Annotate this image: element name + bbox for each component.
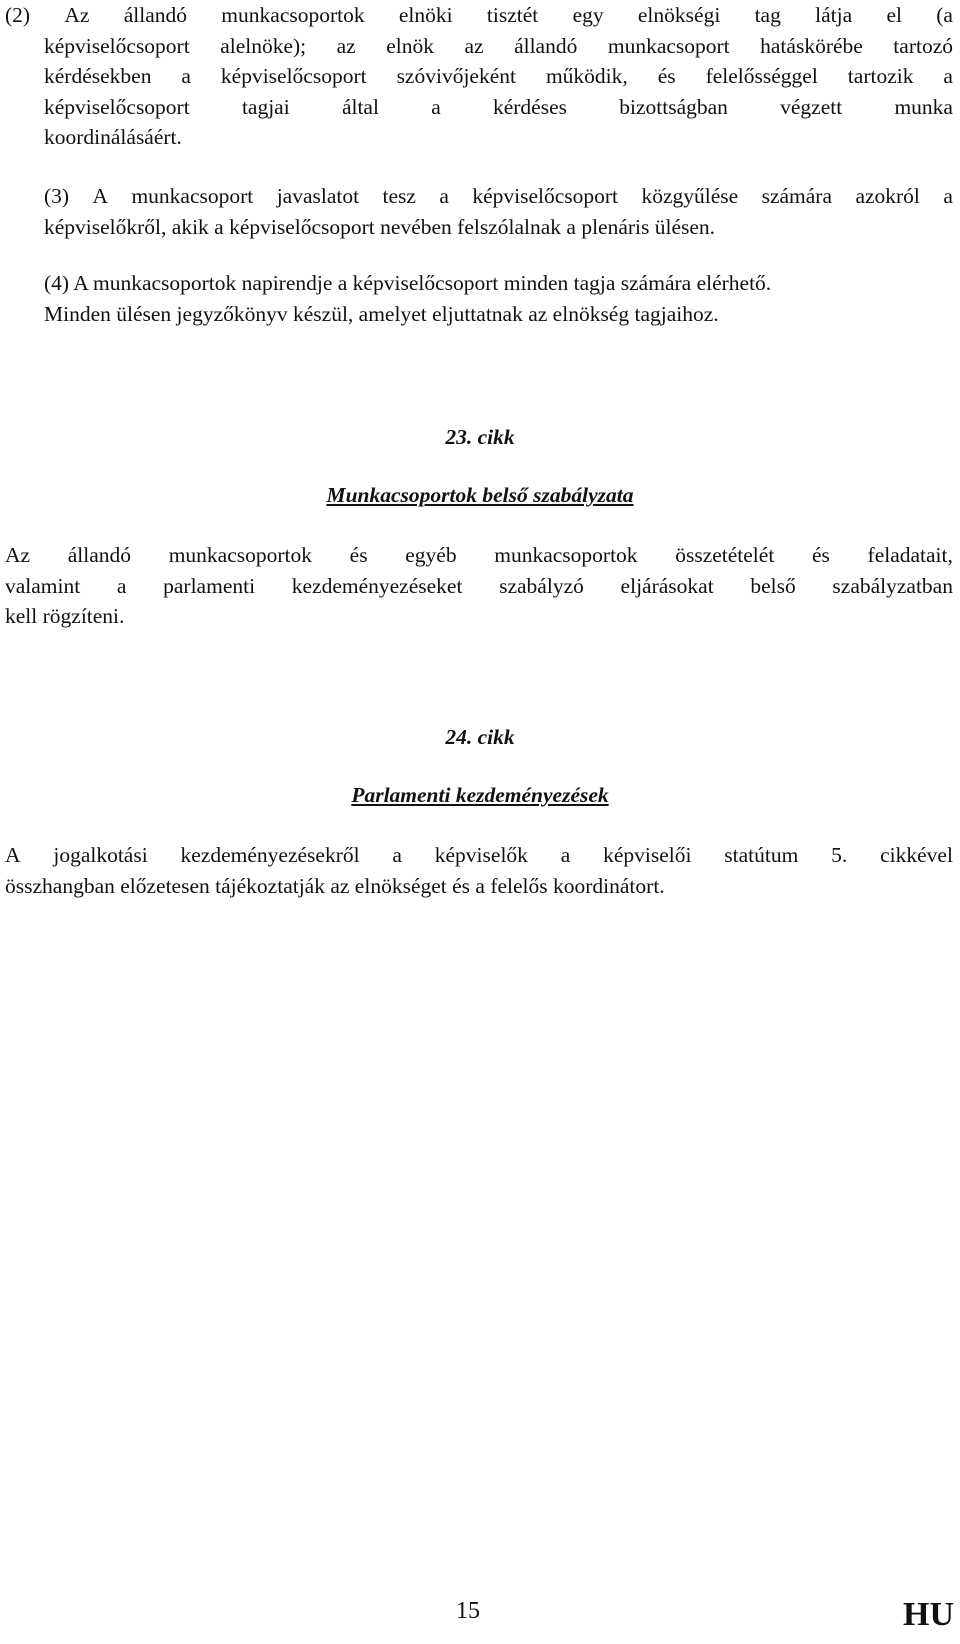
word: parlamenti [163, 573, 256, 598]
word: a [116, 573, 127, 598]
word: cikkével [880, 843, 953, 867]
article-23-title: Munkacsoportok belső szabályzata [326, 483, 634, 507]
article-23-number: 23. cikk [445, 425, 515, 449]
word: egyéb [405, 543, 457, 567]
paragraph-2 [5, 0, 953, 153]
word: (3) [44, 184, 70, 208]
word: 5. [831, 843, 848, 867]
word: egy [572, 3, 604, 27]
word: tagjai [241, 94, 290, 119]
paragraph-line [5, 540, 953, 571]
word: felelősséggel [705, 64, 818, 88]
word: képviselőcsoport [472, 184, 619, 208]
word: hatáskörébe [760, 33, 863, 58]
word: tartozó [893, 33, 953, 58]
word: állandó [123, 3, 188, 27]
word: és [349, 543, 368, 567]
word: szabályzó [499, 573, 584, 598]
word: az [336, 33, 356, 58]
word: szabályzatban [832, 573, 953, 598]
paragraph-line [5, 0, 953, 31]
paragraph-line [5, 61, 953, 92]
word: a [392, 843, 402, 867]
word: elnökségi [637, 3, 721, 27]
word: az [464, 33, 484, 58]
word: el [886, 3, 902, 27]
article-23-body [5, 540, 953, 632]
word: állandó [514, 33, 578, 58]
word: munkacsoport [607, 33, 730, 58]
word: (2) [5, 3, 31, 27]
word: végzett [780, 94, 843, 119]
article-24-title: Parlamenti kezdeményezések [351, 783, 609, 807]
word: képviselők [434, 843, 528, 867]
word: szóvivőjeként [396, 64, 516, 88]
paragraph-line: kell rögzíteni. [5, 604, 125, 628]
word: munkacsoportok [221, 3, 365, 27]
word: a [943, 184, 953, 208]
word: statútum [724, 843, 799, 867]
word: a [431, 94, 441, 119]
word: és [811, 543, 830, 567]
article-24-number: 24. cikk [445, 725, 515, 749]
paragraph-line [5, 840, 953, 871]
word: azokról [855, 184, 920, 208]
word: kérdésekben [44, 64, 152, 88]
page-number: 15 [456, 1598, 480, 1624]
word: és [657, 64, 676, 88]
word: tartozik [847, 64, 914, 88]
word: A [5, 843, 21, 867]
word: állandó [67, 543, 132, 567]
word: feladatait, [867, 543, 953, 567]
paragraph-line: képviselőkről, akik a képviselőcsoport nevében felszólalnak a plenáris ülésen. [44, 214, 716, 239]
paragraph-line: összhangban előzetesen tájékoztatják az elnökséget és a felelős koordinátort. [5, 873, 665, 898]
word: a [943, 64, 953, 88]
word: munkacsoportok [168, 543, 312, 567]
word: Az [64, 3, 90, 27]
word: által [341, 94, 379, 119]
article-24-body [5, 840, 953, 901]
word: munkacsoport [131, 184, 254, 208]
word: jogalkotási [53, 843, 148, 867]
word: összetételét [675, 543, 775, 567]
word: belső [750, 573, 796, 598]
word: A [92, 184, 109, 208]
word: kezdeményezésekről [180, 843, 360, 867]
paragraph-line [44, 181, 953, 212]
paragraph-4 [44, 268, 953, 329]
paragraph-line: koordinálásáért. [44, 125, 182, 149]
word: képviselőcsoport [44, 33, 190, 58]
word: (a [936, 3, 953, 27]
word: működik, [545, 64, 628, 88]
paragraph-3 [44, 181, 953, 242]
word: kezdeményezéseket [291, 573, 463, 598]
word: számára [761, 184, 833, 208]
word: kérdéses [492, 94, 567, 119]
paragraph-line [5, 31, 953, 62]
paragraph-line [5, 571, 953, 602]
word: munka [894, 94, 953, 119]
word: bizottságban [619, 94, 728, 119]
word: tesz [382, 184, 416, 208]
word: látja [815, 3, 853, 27]
paragraph-line [5, 92, 953, 123]
word: munkacsoportok [494, 543, 638, 567]
word: a [181, 64, 191, 88]
word: képviselőcsoport [44, 94, 190, 119]
word: eljárásokat [620, 573, 714, 598]
word: elnöki [398, 3, 453, 27]
word: elnök [386, 33, 434, 58]
language-code: HU [903, 1596, 954, 1633]
word: Az [5, 543, 31, 567]
word: közgyűlése [641, 184, 739, 208]
word: javaslatot [276, 184, 360, 208]
word: képviselőcsoport [220, 64, 367, 88]
word: a [560, 843, 571, 867]
word: tag [754, 3, 781, 27]
paragraph-line: (4) A munkacsoportok napirendje a képviselőcsoport minden tagja számára elérhető. [44, 271, 772, 295]
word: valamint [5, 573, 81, 598]
word: a [439, 184, 449, 208]
paragraph-line: Minden ülésen jegyzőkönyv készül, amelyet eljuttatnak az elnökség tagjaihoz. [44, 301, 719, 326]
word: alelnöke); [220, 33, 307, 58]
word: tisztét [486, 3, 539, 27]
word: képviselői [603, 843, 692, 867]
